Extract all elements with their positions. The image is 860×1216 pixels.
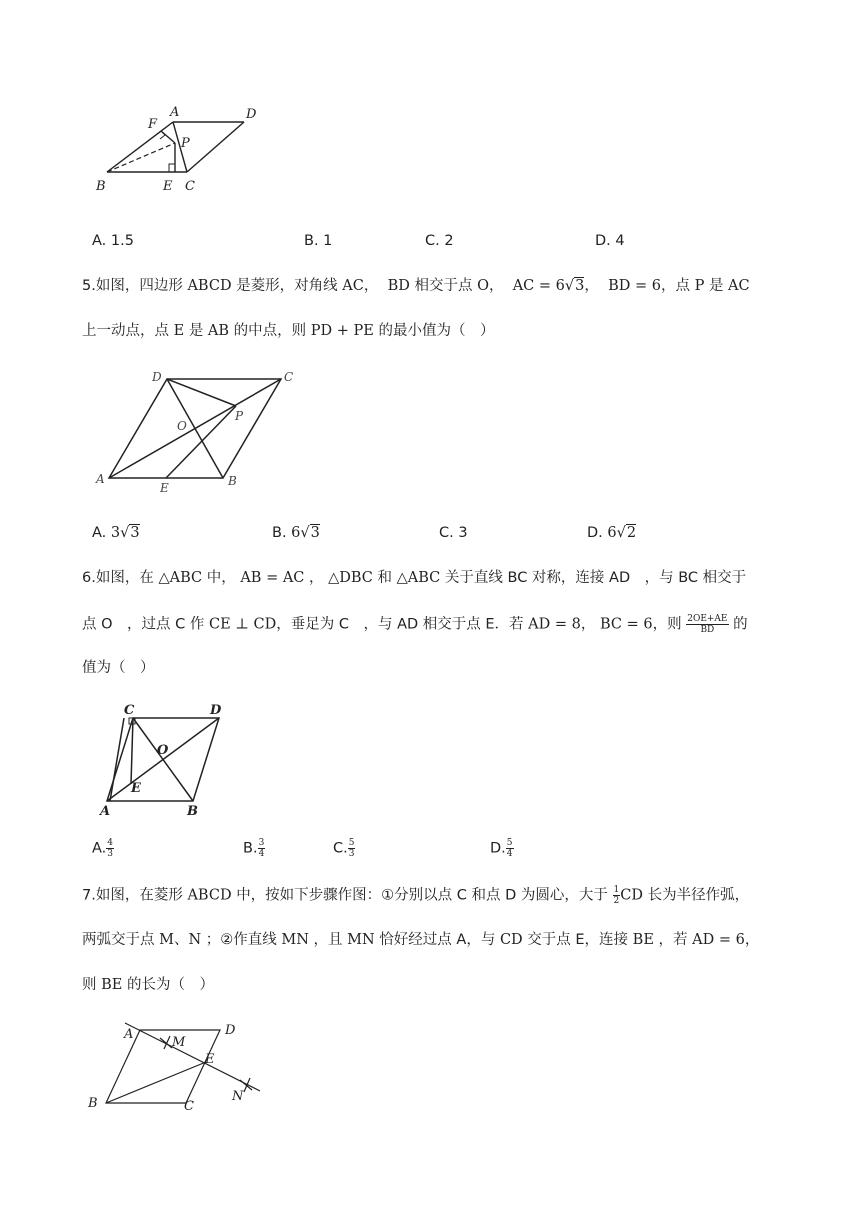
q5-label-o: O — [177, 419, 187, 433]
q6-label-d: D — [210, 703, 222, 718]
q7-label-d: D — [225, 1023, 236, 1038]
q6-option-a: A. $\frac{4}{3}$ — [92, 838, 114, 859]
q4-label-p: P — [181, 136, 190, 151]
q7-label-b: B — [88, 1096, 98, 1111]
q7-stem-line3: 则 BE 的长为（ ） — [82, 977, 214, 993]
q6-label-c: C — [124, 703, 135, 718]
q7-label-c: C — [184, 1099, 194, 1114]
q5-label-e: E — [160, 481, 169, 495]
q5-option-c: C. 3 — [439, 525, 468, 541]
q6-stem-line1: 6.如图，在 △ABC 中， AB = AC ， △DBC 和 △ABC 关于直线 BC 对称，连接 AD ，与 BC 相交于 — [82, 570, 747, 586]
q7-label-e: E — [205, 1052, 215, 1067]
q5-option-b: B. 6√3 — [272, 525, 320, 541]
q6-option-b: B. $\frac{3}{4}$ — [243, 838, 265, 859]
q4-label-e: E — [163, 179, 173, 194]
q6-label-o: O — [157, 743, 169, 758]
q5-label-a: A — [96, 472, 105, 486]
q6-stem-line3: 值为（ ） — [82, 660, 155, 676]
q4-option-d: D. 4 — [595, 233, 625, 249]
q5-option-d: D. 6√2 — [587, 525, 637, 541]
q5-figure — [90, 365, 310, 495]
q5-stem-line1: 5.如图，四边形 ABCD 是菱形，对角线 AC， BD 相交于点 O， AC = 6√3， BD = 6，点 P 是 AC — [82, 278, 750, 294]
q4-option-b: B. 1 — [304, 233, 333, 249]
q6-fraction: $\frac{2OE+AE}{BD}$ — [687, 614, 728, 635]
q4-option-c: C. 2 — [425, 233, 454, 249]
q5-label-p: P — [235, 409, 244, 423]
q7-label-n: N — [232, 1089, 244, 1104]
q4-label-c: C — [185, 179, 195, 194]
q6-option-d: D. $\frac{5}{4}$ — [490, 838, 513, 859]
q4-figure — [86, 100, 276, 200]
q6-label-e: E — [131, 781, 141, 796]
q5-label-b: B — [228, 474, 237, 488]
q5-label-d: D — [152, 370, 162, 384]
q7-figure — [80, 1018, 280, 1118]
q6-label-b: B — [187, 804, 198, 819]
q6-label-a: A — [100, 804, 111, 819]
q6-stem-line2: 点 O ，过点 C 作 CE ⊥ CD，垂足为 C ，与 AD 相交于点 E．若 AD = 8， BC = 6，则 $\frac{2OE+AE}{BD}$ 的 — [82, 614, 748, 635]
q4-label-f: F — [148, 117, 158, 132]
q7-label-m: M — [172, 1035, 186, 1050]
q7-label-a: A — [124, 1027, 134, 1042]
q4-label-a: A — [170, 105, 180, 120]
q4-label-d: D — [246, 107, 257, 122]
q6-figure — [96, 700, 236, 820]
q7-stem-line2: 两弧交于点 M、N ；②作直线 MN ，且 MN 恰好经过点 A，与 CD 交于点 E，连接 BE ，若 AD = 6， — [82, 932, 760, 948]
q5-label-c: C — [284, 370, 294, 384]
q4-label-b: B — [96, 179, 106, 194]
q5-stem-line2: 上一动点，点 E 是 AB 的中点，则 PD + PE 的最小值为（ ） — [82, 323, 495, 339]
q4-option-a: A. 1.5 — [92, 233, 134, 249]
q7-stem-line1: 7.如图，在菱形 ABCD 中，按如下步骤作图：①分别以点 C 和点 D 为圆心，大于 $\frac{1}{2}$ CD 长为半径作弧， — [82, 885, 750, 906]
q6-option-c: C. $\frac{5}{3}$ — [333, 838, 355, 859]
q5-option-a: A. 3√3 — [92, 525, 140, 541]
